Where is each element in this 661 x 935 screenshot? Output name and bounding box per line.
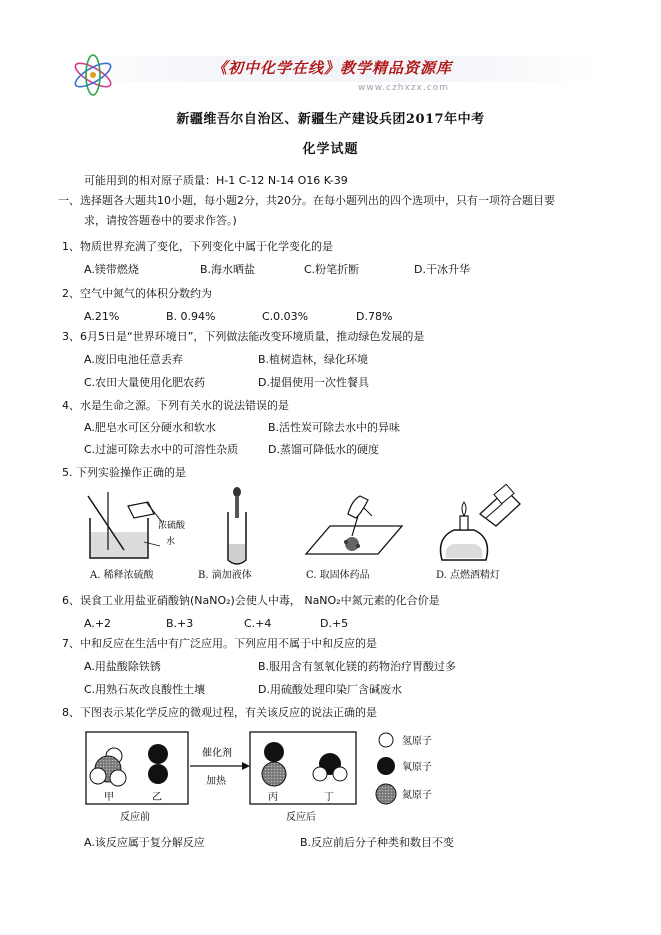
before-label: 反应前 (120, 812, 150, 823)
q7-stem: 7、中和反应在生活中有广泛应用。下列应用不属于中和反应的是 (62, 637, 377, 650)
q2-stem: 2、空气中氮气的体积分数约为 (62, 287, 212, 300)
q6-option-b: B.+3 (166, 617, 194, 630)
q6-option-c: C.+4 (244, 617, 272, 630)
after-label: 反应后 (286, 812, 316, 823)
molecule-jia-label: 甲 (104, 792, 114, 803)
q7-option-d: D.用硫酸处理印染厂含碱废水 (258, 683, 402, 696)
q5-option-c: C. 取固体药品 (306, 570, 370, 581)
q5-option-d: D. 点燃酒精灯 (436, 570, 501, 581)
q1-option-a: A.镁带燃烧 (84, 263, 139, 276)
q3-option-b: B.植树造林，绿化环境 (258, 353, 369, 366)
q6-option-a: A.+2 (84, 617, 112, 630)
molecule-ding-label: 丁 (324, 792, 334, 803)
q6-stem: 6、误食工业用盐亚硝酸钠(NaNO₂)会使人中毒， NaNO₂中氮元素的化合价是 (62, 594, 440, 607)
q5-option-a: A. 稀释浓硫酸 (90, 570, 154, 581)
q8-stem: 8、下图表示某化学反应的微观过程，有关该反应的说法正确的是 (62, 706, 377, 719)
section-instruction-line1: 一、选择题各大题共10小题，每小题2分，共20分。在每小题列出的四个选项中，只有一项符合题目要 (58, 194, 555, 207)
atomic-masses: 可能用到的相对原子质量：H-1 C-12 N-14 O16 K-39 (84, 174, 348, 187)
q3-option-c: C.农田大量使用化肥农药 (84, 376, 206, 389)
q2-option-b: B. 0.94% (166, 310, 216, 323)
legend-hydrogen: 氢原子 (402, 736, 432, 747)
q5-figure-a (84, 488, 196, 568)
q2-option-d: D.78% (356, 310, 393, 323)
legend-oxygen: 氧原子 (402, 762, 432, 773)
q1-option-d: D.干冰升华 (414, 263, 470, 276)
exam-title: 新疆维吾尔自治区、新疆生产建设兵团2017年中考 (176, 112, 485, 127)
q5-option-b: B. 滴加液体 (198, 570, 252, 581)
q4-option-b: B.活性炭可除去水中的异味 (268, 421, 401, 434)
q3-option-a: A.废旧电池任意丢弃 (84, 353, 183, 366)
q2-option-c: C.0.03% (262, 310, 309, 323)
acid-label-1: 浓硫酸 (158, 521, 186, 531)
q8-option-b: B.反应前后分子种类和数目不变 (300, 836, 455, 849)
banner-url: www.czhxzx.com (358, 83, 449, 93)
q7-option-b: B.服用含有氢氧化镁的药物治疗胃酸过多 (258, 660, 457, 673)
q5-figure-c (302, 486, 406, 566)
q4-option-d: D.蒸馏可降低水的硬度 (268, 443, 379, 456)
q5-figure-d (436, 484, 526, 570)
molecule-yi-label: 乙 (152, 792, 162, 803)
q8-option-a: A.该反应属于复分解反应 (84, 836, 205, 849)
q1-option-c: C.粉笔折断 (304, 263, 360, 276)
section-instruction-line2: 求，请按答题卷中的要求作答。) (84, 214, 237, 227)
q5-stem: 5. 下列实验操作正确的是 (62, 466, 186, 479)
header-banner (62, 50, 602, 106)
q1-stem: 1、物质世界充满了变化，下列变化中属于化学变化的是 (62, 240, 333, 253)
banner-title: 《初中化学在线》教学精品资源库 (212, 59, 453, 77)
exam-subject: 化学试题 (302, 142, 359, 157)
q2-option-a: A.21% (84, 310, 120, 323)
catalyst-label: 催化剂 (202, 748, 232, 759)
q5-figure-b (222, 486, 252, 572)
q8-reaction-figure (84, 726, 484, 830)
legend-nitrogen: 氮原子 (402, 790, 432, 801)
q1-option-b: B.海水晒盐 (200, 263, 256, 276)
molecule-bing-label: 丙 (268, 792, 278, 803)
q6-option-d: D.+5 (320, 617, 349, 630)
q3-stem: 3、6月5日是“世界环境日”，下列做法能改变环境质量，推动绿色发展的是 (62, 330, 425, 343)
acid-label-2: 水 (166, 537, 176, 547)
heating-label: 加热 (206, 776, 226, 787)
q4-stem: 4、水是生命之源。下列有关水的说法错误的是 (62, 399, 289, 412)
atom-logo-icon (68, 50, 118, 104)
q4-option-a: A.肥皂水可区分硬水和软水 (84, 421, 216, 434)
q7-option-a: A.用盐酸除铁锈 (84, 660, 161, 673)
q3-option-d: D.提倡使用一次性餐具 (258, 376, 369, 389)
q7-option-c: C.用熟石灰改良酸性土壤 (84, 683, 206, 696)
q4-option-c: C.过滤可除去水中的可溶性杂质 (84, 443, 239, 456)
